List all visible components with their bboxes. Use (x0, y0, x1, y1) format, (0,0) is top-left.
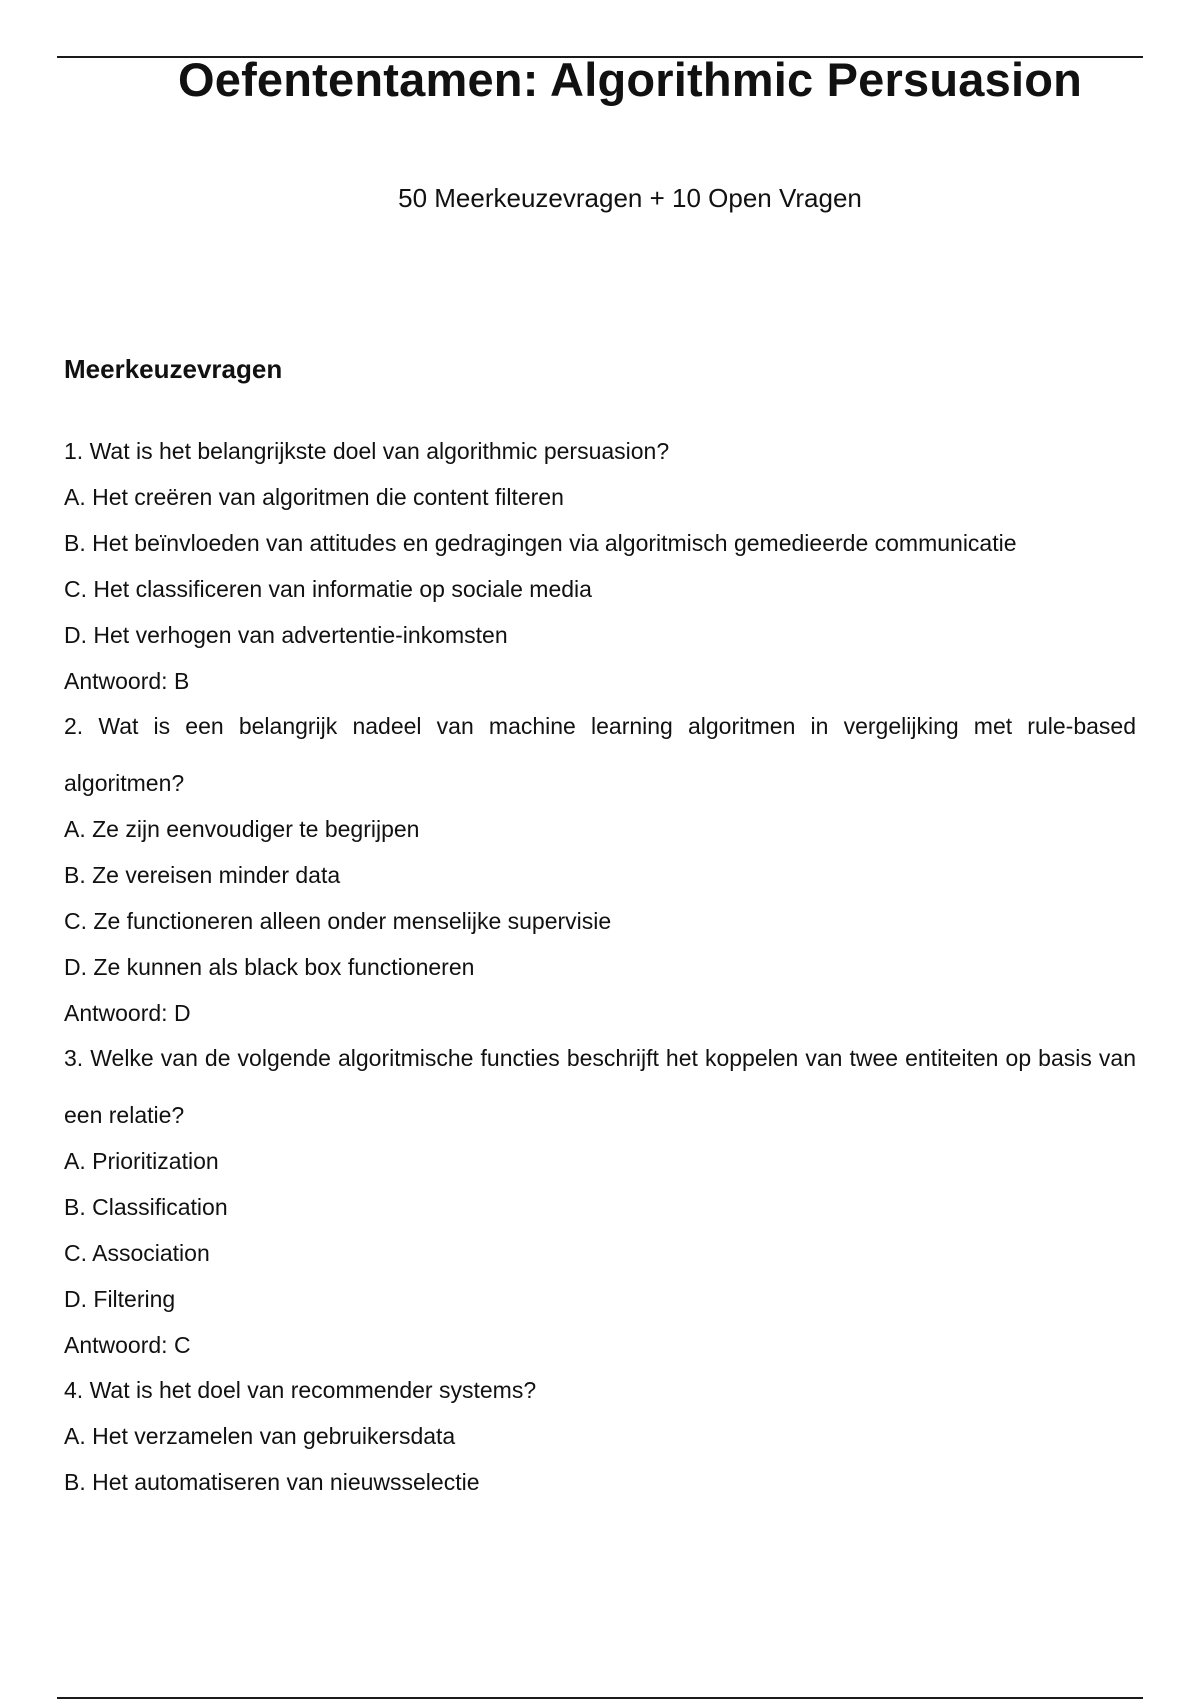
question-text: 4. Wat is het doel van recommender systems? (64, 1377, 537, 1403)
option-d: D. Ze kunnen als black box functioneren (64, 954, 475, 980)
question-3 (64, 1030, 1136, 1368)
option-b: B. Ze vereisen minder data (64, 862, 341, 888)
answer: Antwoord: C (64, 1332, 191, 1358)
option-b: B. Het automatiseren van nieuwsselectie (64, 1469, 480, 1495)
answer: Antwoord: B (64, 668, 190, 694)
question-2 (64, 698, 1136, 1036)
option-c: C. Association (64, 1240, 210, 1266)
option-a: A. Ze zijn eenvoudiger te begrijpen (64, 816, 420, 842)
question-list (64, 440, 1136, 1516)
document-title: Oefententamen: Algorithmic Persuasion (177, 53, 1083, 106)
document-subtitle: 50 Meerkeuzevragen + 10 Open Vragen (398, 183, 862, 213)
option-c: C. Het classificeren van informatie op sociale media (64, 576, 592, 602)
option-d: D. Filtering (64, 1286, 176, 1312)
section-heading: Meerkeuzevragen (64, 354, 283, 384)
question-text: 2. Wat is een belangrijk nadeel van machine learning algoritmen in vergelijking met rule-based algoritmen? (64, 713, 1136, 796)
question-1 (64, 423, 1136, 704)
option-b: B. Classification (64, 1194, 228, 1220)
question-text: 1. Wat is het belangrijkste doel van algorithmic persuasion? (64, 438, 670, 464)
option-a: A. Prioritization (64, 1148, 219, 1174)
question-text: 3. Welke van de volgende algoritmische functies beschrijft het koppelen van twee entiteiten op basis van een relatie? (64, 1045, 1136, 1128)
answer: Antwoord: D (64, 1000, 191, 1026)
option-a: A. Het creëren van algoritmen die content filteren (64, 484, 564, 510)
question-4 (64, 1362, 1136, 1505)
option-a: A. Het verzamelen van gebruikersdata (64, 1423, 456, 1449)
bottom-rule (57, 1697, 1143, 1699)
option-c: C. Ze functioneren alleen onder menselijke supervisie (64, 908, 612, 934)
option-d: D. Het verhogen van advertentie-inkomsten (64, 622, 508, 648)
option-b: B. Het beïnvloeden van attitudes en gedragingen via algoritmisch gemedieerde communicatie (64, 530, 1017, 556)
